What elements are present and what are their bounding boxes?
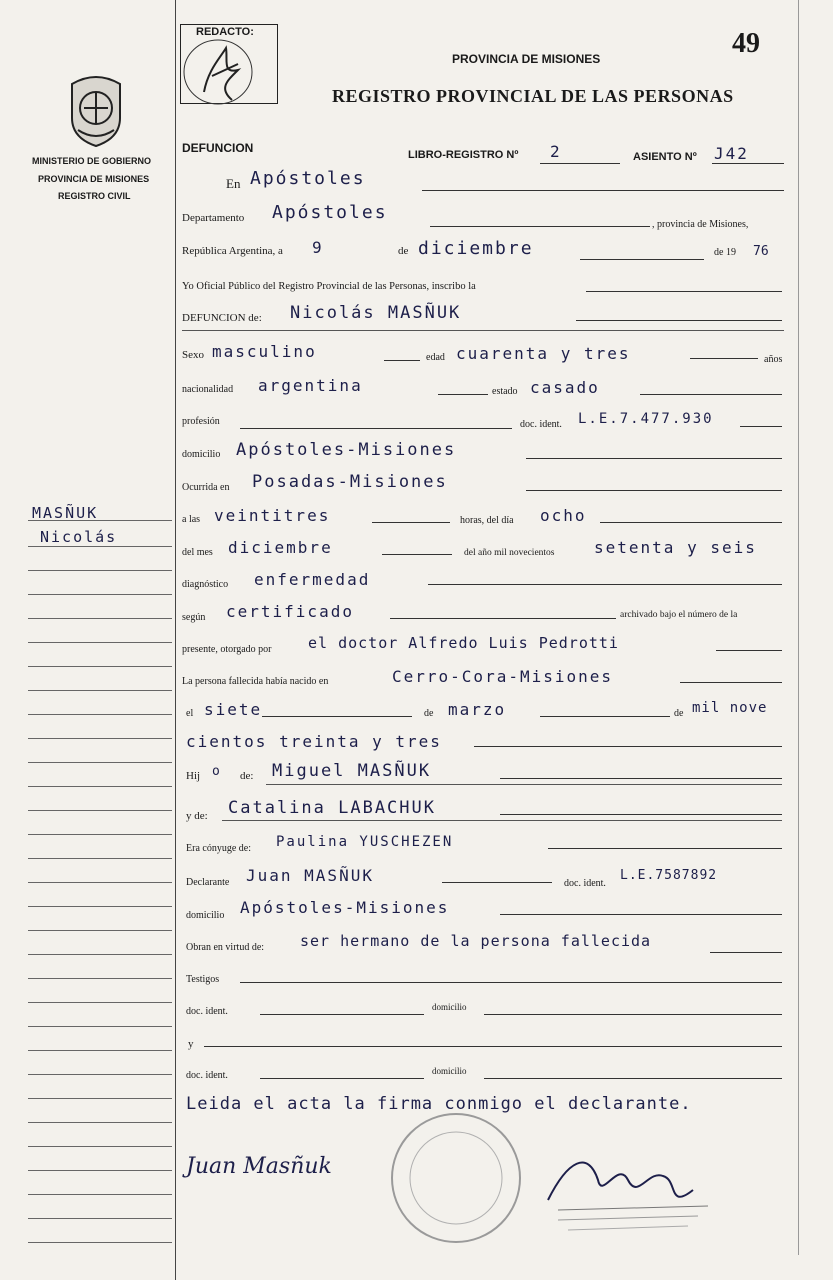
conyuge-label: Era cónyuge de: [186, 843, 251, 854]
right-edge-line [798, 0, 799, 1255]
declarante-doc-value: L.E.7587892 [620, 868, 718, 883]
testigos-label: Testigos [186, 974, 220, 985]
nacionalidad-value: argentina [258, 376, 363, 395]
domicilio4-label: domicilio [432, 1066, 467, 1076]
libro-value: 2 [550, 142, 562, 161]
domicilio2-value: Apóstoles-Misiones [240, 898, 450, 917]
segun-label: según [182, 612, 206, 623]
a-las-value: veintitres [214, 506, 331, 525]
year-birth-value: cientos treinta y tres [186, 732, 442, 751]
madre-value: Catalina LABACHUK [228, 798, 436, 818]
hijo-label: Hij [186, 770, 201, 782]
month-value: diciembre [418, 238, 534, 259]
declarante-value: Juan MASÑUK [246, 866, 374, 885]
ocurrida-value: Posadas-Misiones [252, 472, 448, 492]
anos-label: años [764, 354, 783, 365]
ministry-line-3: REGISTRO CIVIL [58, 191, 131, 201]
ministry-line-1: MINISTERIO DE GOBIERNO [32, 156, 152, 166]
doc1-label: doc. ident. [186, 1006, 228, 1017]
el-label: el [186, 708, 194, 719]
padre-value: Miguel MASÑUK [272, 761, 432, 781]
margin-note-name: Nicolás [40, 528, 118, 546]
de2-label: de [424, 708, 434, 719]
domicilio3-label: domicilio [432, 1002, 467, 1012]
libro-label: LIBRO-REGISTRO Nº [408, 149, 519, 161]
horas-label: horas, del día [460, 515, 514, 526]
mil-value: mil nove [692, 700, 768, 716]
official-stamp-seal [386, 1108, 526, 1248]
defuncion-de-value: Nicolás MASÑUK [290, 303, 462, 323]
coat-of-arms-seal [64, 70, 128, 150]
asiento-label: ASIENTO Nº [633, 151, 697, 163]
y-label: y [188, 1038, 194, 1050]
sexo-value: masculino [212, 342, 317, 361]
obran-value: ser hermano de la persona fallecida [300, 932, 652, 950]
diagnostico-label: diagnóstico [182, 579, 229, 590]
el-value: siete [204, 700, 263, 719]
provincia-label: , provincia de Misiones, [652, 219, 749, 230]
edad-label: edad [426, 352, 445, 363]
obran-label: Obran en virtud de: [186, 942, 265, 953]
estado-label: estado [492, 386, 518, 397]
nacido-value: Cerro-Cora-Misiones [392, 667, 614, 686]
nacionalidad-label: nacionalidad [182, 384, 234, 395]
en-label: En [226, 176, 241, 191]
year-value: 76 [753, 244, 769, 259]
redacto-label: REDACTO: [196, 26, 254, 38]
redacto-initials-signature [168, 30, 268, 110]
ano-value: setenta y seis [594, 538, 757, 557]
ocurrida-label: Ocurrida en [182, 482, 230, 493]
edad-value: cuarenta y tres [456, 344, 631, 363]
declarante-label: Declarante [186, 877, 230, 888]
de-label: de [398, 245, 409, 257]
doc-ident-value: L.E.7.477.930 [578, 411, 714, 427]
defuncion-de-label: DEFUNCION de: [182, 312, 262, 324]
province-title: PROVINCIA DE MISIONES [452, 52, 601, 66]
doc2-label: doc. ident. [186, 1070, 228, 1081]
a-las-label: a las [182, 514, 201, 525]
yo-oficial-text: Yo Oficial Público del Registro Provincial de las Personas, inscribo la [182, 281, 476, 292]
nacido-label: La persona fallecida había nacido en [182, 676, 329, 687]
marzo-value: marzo [448, 700, 507, 719]
departamento-value: Apóstoles [272, 202, 388, 223]
en-value: Apóstoles [250, 168, 366, 189]
profesion-label: profesión [182, 416, 220, 427]
hijo-de-label: de: [240, 770, 254, 782]
departamento-label: Departamento [182, 212, 245, 224]
official-signature [528, 1140, 728, 1240]
dia-value: ocho [540, 506, 587, 525]
domicilio-label: domicilio [182, 449, 221, 460]
ministry-line-2: PROVINCIA DE MISIONES [38, 174, 150, 184]
del-ano-label: del año mil novecientos [464, 548, 555, 558]
day-value: 9 [312, 238, 324, 257]
registry-title: REGISTRO PROVINCIAL DE LAS PERSONAS [332, 86, 734, 106]
doc-ident-label: doc. ident. [520, 419, 562, 430]
presente-label: presente, otorgado por [182, 644, 272, 655]
estado-value: casado [530, 378, 600, 397]
de-year-label: de 19 [714, 247, 736, 258]
page-number: 49 [732, 28, 760, 59]
conyuge-value: Paulina YUSCHEZEN [276, 834, 454, 850]
asiento-value: J42 [714, 144, 749, 163]
domicilio2-label: domicilio [186, 910, 225, 921]
del-mes-label: del mes [182, 547, 213, 558]
sexo-label: Sexo [182, 349, 204, 361]
margin-note-surname: MASÑUK [32, 504, 99, 522]
hijo-suffix: o [212, 764, 222, 779]
de3-label: de [674, 708, 684, 719]
domicilio-value: Apóstoles-Misiones [236, 440, 457, 460]
closing-text: Leida el acta la firma conmigo el declarante. [186, 1094, 692, 1114]
declarante-signature: Juan Masñuk [186, 1154, 332, 1179]
declarante-doc-label: doc. ident. [564, 878, 606, 889]
presente-value: el doctor Alfredo Luis Pedrotti [308, 634, 619, 652]
republica-label: República Argentina, a [182, 245, 283, 257]
form-title: DEFUNCION [182, 141, 254, 155]
segun-value: certificado [226, 602, 354, 621]
margin-line [175, 0, 176, 1280]
mes-value: diciembre [228, 538, 333, 557]
archivado-label: archivado bajo el número de la [620, 610, 738, 620]
diagnostico-value: enfermedad [254, 570, 371, 589]
y-de-label: y de: [186, 810, 208, 822]
